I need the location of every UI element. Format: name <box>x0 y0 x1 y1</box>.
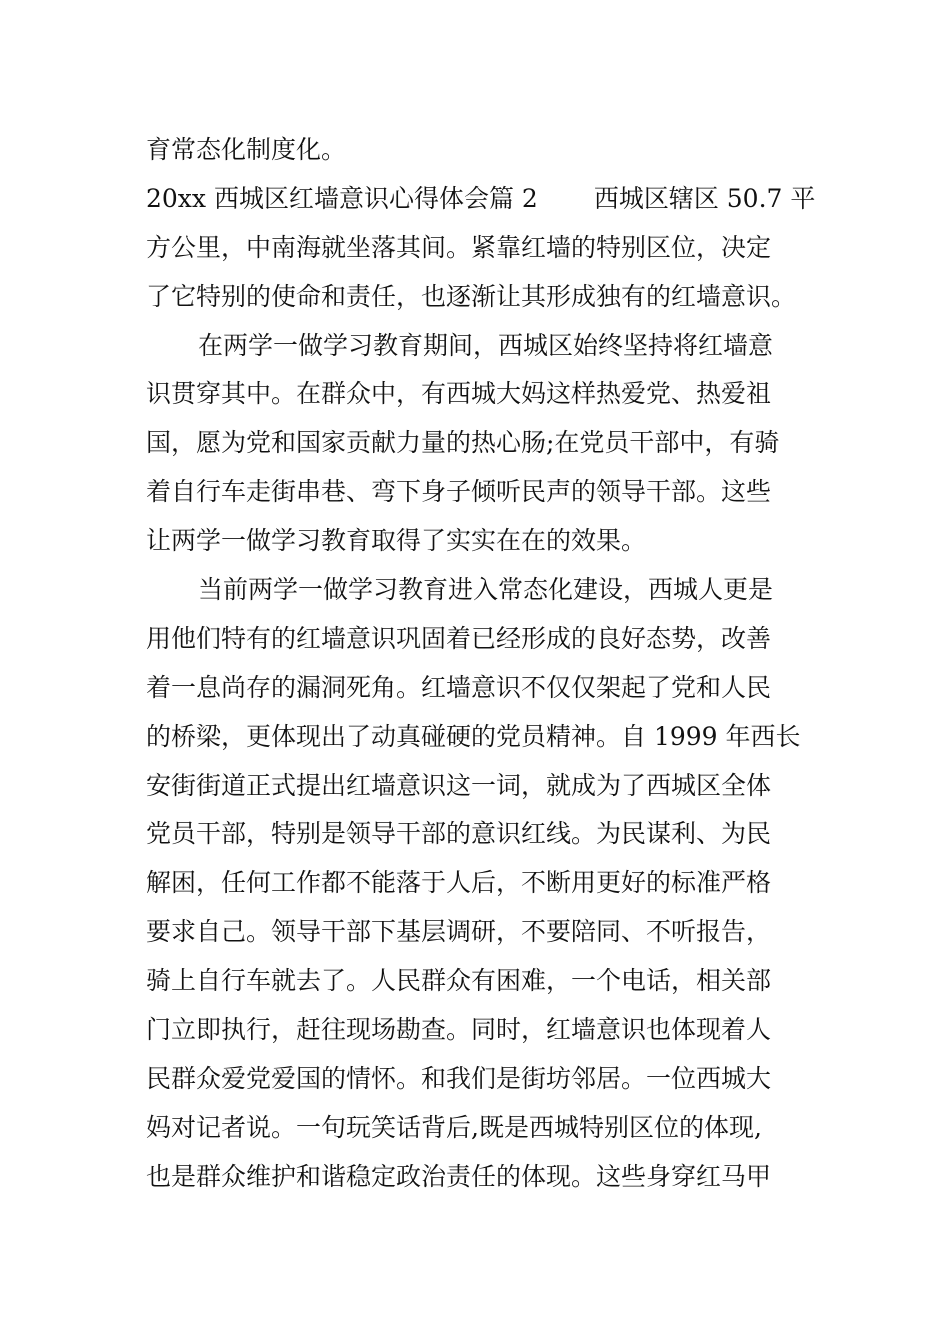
text-line: 育常态化制度化。 <box>146 135 347 164</box>
text-line: 识贯穿其中。在群众中，有西城大妈这样热爱党、热爱祖 <box>146 379 772 409</box>
paragraph-first-line: 当前两学一做学习教育进入常态化建设，西城人更是 <box>198 575 774 605</box>
text-line: 要求自己。领导干部下基层调研，不要陪同、不听报告， <box>146 917 772 947</box>
text-line: 了它特别的使命和责任，也逐渐让其形成独有的红墙意识。 <box>146 281 797 311</box>
section-heading: 20xx 西城区红墙意识心得体会篇 2 <box>146 183 538 213</box>
text-line: 着一息尚存的漏洞死角。红墙意识不仅仅架起了党和人民 <box>146 672 772 702</box>
text-line: 着自行车走街串巷、弯下身子倾听民声的领导干部。这些 <box>146 477 772 507</box>
text-line: 解困，任何工作都不能落于人后，不断用更好的标准严格 <box>146 868 772 898</box>
text-fragment: 西城区辖区 50.7 平 <box>593 183 816 213</box>
text-line: 的桥梁，更体现出了动真碰硬的党员精神。自 1999 年西长 <box>146 721 801 751</box>
text-line: 让两学一做学习教育取得了实实在在的效果。 <box>146 526 647 556</box>
text-line: 门立即执行，赶往现场勘查。同时，红墙意识也体现着人 <box>146 1015 772 1045</box>
text-line: 方公里，中南海就坐落其间。紧靠红墙的特别区位，决定 <box>146 232 772 262</box>
text-line: 用他们特有的红墙意识巩固着已经形成的良好态势，改善 <box>146 623 772 653</box>
text-line: 也是群众维护和谐稳定政治责任的体现。这些身穿红马甲 <box>146 1161 772 1191</box>
document-body <box>146 126 816 1202</box>
text-line: 安街街道正式提出红墙意识这一词，就成为了西城区全体 <box>146 770 772 800</box>
paragraph-first-line: 在两学一做学习教育期间，西城区始终坚持将红墙意 <box>198 330 774 360</box>
text-line: 国，愿为党和国家贡献力量的热心肠;在党员干部中，有骑 <box>146 428 780 458</box>
text-line: 民群众爱党爱国的情怀。和我们是街坊邻居。一位西城大 <box>146 1063 772 1093</box>
text-line: 妈对记者说。一句玩笑话背后,既是西城特别区位的体现, <box>146 1112 762 1142</box>
heading-line <box>146 175 816 224</box>
text-line: 骑上自行车就去了。人民群众有困难，一个电话，相关部 <box>146 966 772 996</box>
text-line: 党员干部，特别是领导干部的意识红线。为民谋利、为民 <box>146 819 772 849</box>
